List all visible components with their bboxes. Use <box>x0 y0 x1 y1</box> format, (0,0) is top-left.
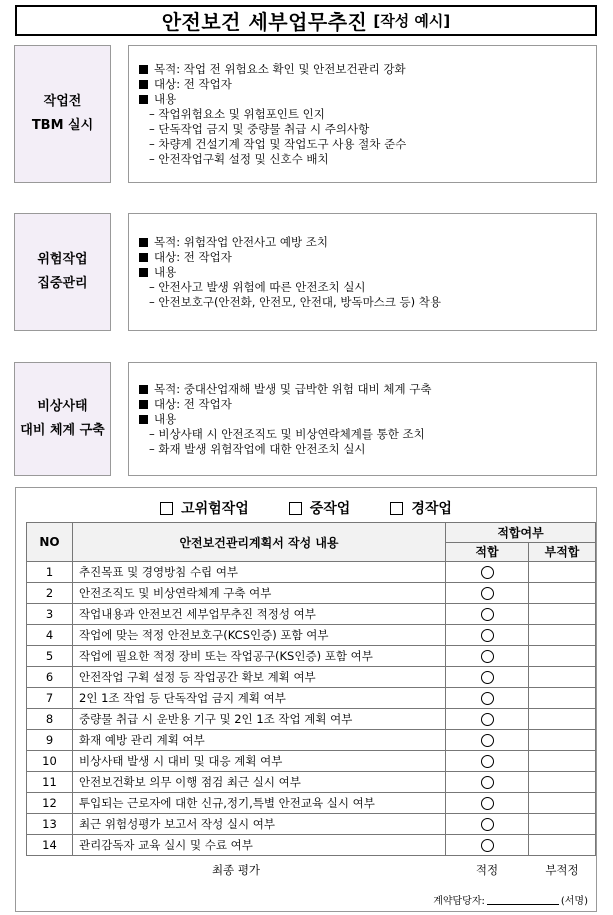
title-main: 안전보건 세부업무추진 <box>161 10 368 34</box>
circle-mark-icon <box>481 650 494 663</box>
row-not-ok-cell[interactable] <box>529 814 596 835</box>
square-bullet-icon <box>139 238 148 247</box>
content-subitem <box>139 122 586 137</box>
circle-mark-icon <box>481 566 494 579</box>
square-bullet-icon <box>139 95 148 104</box>
row-item: 작업에 필요한 적정 장비 또는 작업공구(KS인증) 포함 여부 <box>73 646 446 667</box>
row-not-ok-cell[interactable] <box>529 667 596 688</box>
content-text: 내용 <box>154 91 177 106</box>
checklist-area <box>15 487 597 912</box>
square-bullet-icon <box>139 385 148 394</box>
content-text: 목적: 위험작업 안전사고 예방 조치 <box>154 234 329 249</box>
table-row <box>27 667 596 688</box>
content-text: – 비상사태 시 안전조직도 및 비상연락체계를 통한 조치 <box>149 426 425 441</box>
content-bullet <box>139 397 586 412</box>
row-not-ok-cell[interactable] <box>529 583 596 604</box>
table-row <box>27 730 596 751</box>
section-label <box>14 45 111 183</box>
row-ok-cell[interactable] <box>446 667 529 688</box>
section-content <box>128 362 597 476</box>
header-no: NO <box>27 523 73 562</box>
row-item: 최근 위험성평가 보고서 작성 실시 여부 <box>73 814 446 835</box>
table-row <box>27 604 596 625</box>
table-row <box>27 814 596 835</box>
row-ok-cell[interactable] <box>446 583 529 604</box>
circle-mark-icon <box>481 629 494 642</box>
content-bullet <box>139 265 586 280</box>
row-item: 화재 예방 관리 계획 여부 <box>73 730 446 751</box>
checklist-table <box>26 522 596 884</box>
row-number: 6 <box>27 667 73 688</box>
content-text: – 차량계 건설기계 작업 및 작업도구 사용 절차 준수 <box>149 136 407 151</box>
row-ok-cell[interactable] <box>446 751 529 772</box>
row-number: 8 <box>27 709 73 730</box>
final-evaluation-label: 최종 평가 <box>27 856 446 885</box>
category-label: 고위험작업 <box>181 501 249 517</box>
circle-mark-icon <box>481 713 494 726</box>
table-row <box>27 751 596 772</box>
work-category-row <box>16 497 596 519</box>
row-ok-cell[interactable] <box>446 793 529 814</box>
section-label <box>14 213 111 331</box>
signature-field[interactable] <box>487 904 559 905</box>
row-number: 3 <box>27 604 73 625</box>
row-item: 안전보건확보 의무 이행 점검 최근 실시 여부 <box>73 772 446 793</box>
row-number: 7 <box>27 688 73 709</box>
row-number: 10 <box>27 751 73 772</box>
row-ok-cell[interactable] <box>446 604 529 625</box>
section-label-line: 작업전 <box>43 94 82 109</box>
content-bullet <box>139 92 586 107</box>
row-number: 12 <box>27 793 73 814</box>
category-checkbox-1[interactable] <box>160 497 249 519</box>
circle-mark-icon <box>481 776 494 789</box>
row-not-ok-cell[interactable] <box>529 646 596 667</box>
content-subitem <box>139 107 586 122</box>
row-ok-cell[interactable] <box>446 646 529 667</box>
square-bullet-icon <box>139 80 148 89</box>
row-ok-cell[interactable] <box>446 730 529 751</box>
row-item: 작업내용과 안전보건 세부업무추진 적정성 여부 <box>73 604 446 625</box>
content-text: 대상: 전 작업자 <box>154 249 232 264</box>
content-text: 내용 <box>154 264 177 279</box>
square-bullet-icon <box>139 65 148 74</box>
content-subitem <box>139 137 586 152</box>
content-text: 목적: 작업 전 위험요소 확인 및 안전보건관리 강화 <box>154 61 406 76</box>
row-number: 11 <box>27 772 73 793</box>
content-text: 목적: 중대산업재해 발생 및 급박한 위험 대비 체계 구축 <box>154 381 432 396</box>
section-content <box>128 213 597 331</box>
table-row <box>27 835 596 856</box>
circle-mark-icon <box>481 797 494 810</box>
row-not-ok-cell[interactable] <box>529 625 596 646</box>
row-number: 13 <box>27 814 73 835</box>
circle-mark-icon <box>481 587 494 600</box>
content-bullet <box>139 382 586 397</box>
content-subitem <box>139 152 586 167</box>
row-not-ok-cell[interactable] <box>529 709 596 730</box>
square-bullet-icon <box>139 253 148 262</box>
title-sub: [작성 예시] <box>373 12 451 30</box>
content-text: 대상: 전 작업자 <box>154 396 232 411</box>
row-ok-cell[interactable] <box>446 814 529 835</box>
content-text: 내용 <box>154 411 177 426</box>
category-label: 경작업 <box>411 501 452 517</box>
content-bullet <box>139 235 586 250</box>
row-not-ok-cell[interactable] <box>529 793 596 814</box>
content-bullet <box>139 250 586 265</box>
content-bullet <box>139 412 586 427</box>
content-text: – 작업위험요소 및 위험포인트 인지 <box>149 106 325 121</box>
section-1 <box>14 45 597 183</box>
circle-mark-icon <box>481 671 494 684</box>
content-text: – 단독작업 금지 및 중량물 취급 시 주의사항 <box>149 121 370 136</box>
signature-suffix: (서명) <box>560 896 588 907</box>
row-ok-cell[interactable] <box>446 772 529 793</box>
row-ok-cell[interactable] <box>446 625 529 646</box>
row-number: 2 <box>27 583 73 604</box>
table-row <box>27 583 596 604</box>
row-item: 2인 1조 작업 등 단독작업 금지 계획 여부 <box>73 688 446 709</box>
table-row <box>27 772 596 793</box>
content-subitem <box>139 280 586 295</box>
section-2 <box>14 213 597 331</box>
row-not-ok-cell[interactable] <box>529 688 596 709</box>
row-not-ok-cell[interactable] <box>529 772 596 793</box>
content-subitem <box>139 442 586 457</box>
final-not-ok-label: 부적정 <box>529 856 596 885</box>
category-checkbox-3[interactable] <box>390 497 452 519</box>
header-content: 안전보건관리계획서 작성 내용 <box>73 523 446 562</box>
section-label-line: 집중관리 <box>37 276 88 291</box>
row-item: 중량물 취급 시 운반용 기구 및 2인 1조 작업 계획 여부 <box>73 709 446 730</box>
final-ok-label: 적정 <box>446 856 529 885</box>
row-item: 추진목표 및 경영방침 수립 여부 <box>73 562 446 583</box>
section-3 <box>14 362 597 476</box>
category-checkbox-2[interactable] <box>289 497 351 519</box>
circle-mark-icon <box>481 755 494 768</box>
circle-mark-icon <box>481 818 494 831</box>
row-item: 비상사태 발생 시 대비 및 대응 계획 여부 <box>73 751 446 772</box>
row-not-ok-cell[interactable] <box>529 730 596 751</box>
square-bullet-icon <box>139 415 148 424</box>
row-ok-cell[interactable] <box>446 709 529 730</box>
row-not-ok-cell[interactable] <box>529 604 596 625</box>
category-label: 중작업 <box>309 501 351 517</box>
circle-mark-icon <box>481 692 494 705</box>
row-ok-cell[interactable] <box>446 688 529 709</box>
content-text: – 화재 발생 위험작업에 대한 안전조치 실시 <box>149 441 366 456</box>
row-item: 작업에 맞는 적정 안전보호구(KCS인증) 포함 여부 <box>73 625 446 646</box>
section-label-line: 비상사태 <box>37 399 88 414</box>
content-text: – 안전보호구(안전화, 안전모, 안전대, 방독마스크 등) 착용 <box>149 294 442 309</box>
table-row <box>27 625 596 646</box>
circle-mark-icon <box>481 608 494 621</box>
section-label-line: 대비 체계 구축 <box>20 423 105 438</box>
header-not-ok: 부적합 <box>529 542 596 562</box>
table-row <box>27 562 596 583</box>
row-item: 안전조직도 및 비상연락체계 구축 여부 <box>73 583 446 604</box>
row-number: 4 <box>27 625 73 646</box>
header-ok: 적합 <box>446 542 529 562</box>
row-not-ok-cell[interactable] <box>529 562 596 583</box>
signature-line <box>433 892 588 907</box>
document-title <box>15 5 597 36</box>
row-item: 안전작업 구획 설정 등 작업공간 확보 계획 여부 <box>73 667 446 688</box>
row-number: 14 <box>27 835 73 856</box>
content-bullet <box>139 62 586 77</box>
table-row <box>27 709 596 730</box>
table-row <box>27 646 596 667</box>
checkbox-icon[interactable] <box>390 502 403 515</box>
row-item: 투입되는 근로자에 대한 신규,정기,특별 안전교육 실시 여부 <box>73 793 446 814</box>
content-text: 대상: 전 작업자 <box>154 76 232 91</box>
row-number: 9 <box>27 730 73 751</box>
row-not-ok-cell[interactable] <box>529 751 596 772</box>
section-label <box>14 362 111 476</box>
row-ok-cell[interactable] <box>446 562 529 583</box>
row-item: 관리감독자 교육 실시 및 수료 여부 <box>73 835 446 856</box>
content-text: – 안전사고 발생 위험에 따른 안전조치 실시 <box>149 279 366 294</box>
row-number: 1 <box>27 562 73 583</box>
section-content <box>128 45 597 183</box>
table-row <box>27 793 596 814</box>
circle-mark-icon <box>481 839 494 852</box>
row-number: 5 <box>27 646 73 667</box>
checkbox-icon[interactable] <box>160 502 173 515</box>
square-bullet-icon <box>139 400 148 409</box>
checkbox-icon[interactable] <box>289 502 302 515</box>
table-row <box>27 688 596 709</box>
square-bullet-icon <box>139 268 148 277</box>
content-subitem <box>139 427 586 442</box>
row-not-ok-cell[interactable] <box>529 835 596 856</box>
content-bullet <box>139 77 586 92</box>
section-label-line: 위험작업 <box>37 252 88 267</box>
row-ok-cell[interactable] <box>446 835 529 856</box>
content-subitem <box>139 295 586 310</box>
header-fit: 적합여부 <box>446 523 596 543</box>
content-text: – 안전작업구획 설정 및 신호수 배치 <box>149 151 329 166</box>
signature-label: 계약담당자: <box>433 896 485 907</box>
section-label-line: TBM 실시 <box>31 118 94 133</box>
circle-mark-icon <box>481 734 494 747</box>
